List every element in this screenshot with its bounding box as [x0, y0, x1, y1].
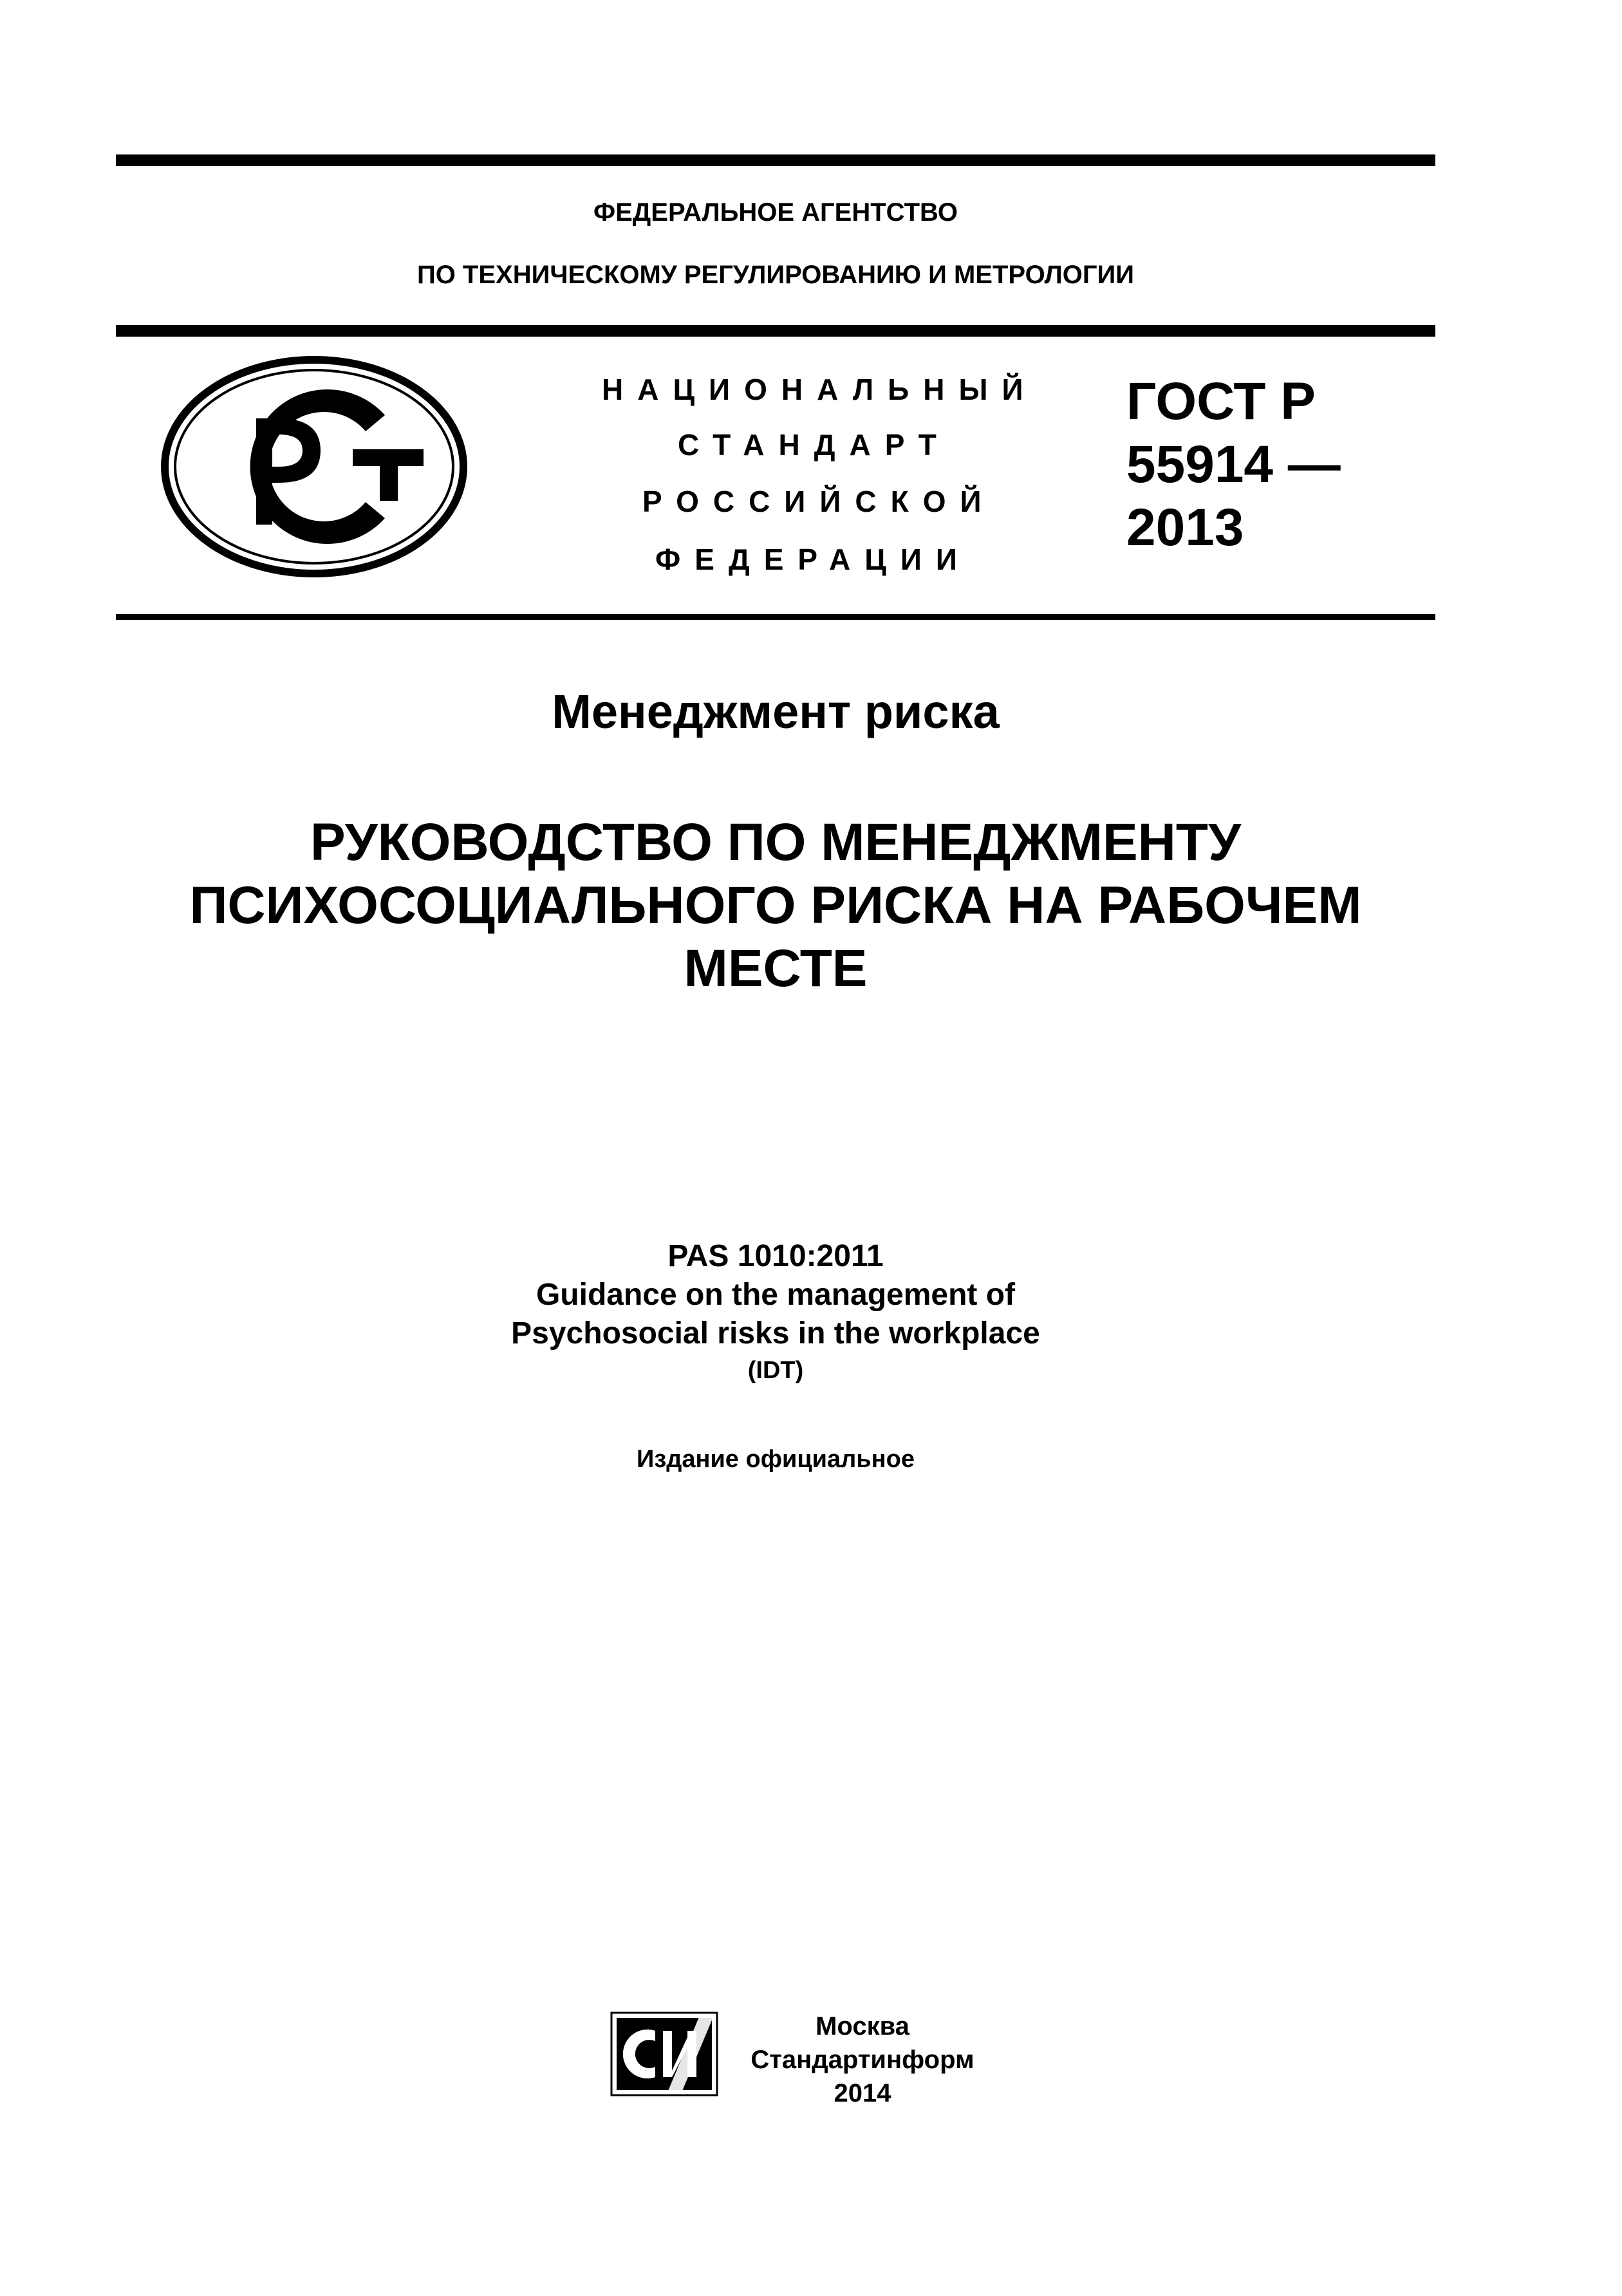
- reference-line-1: Guidance on the management of: [536, 1278, 1016, 1312]
- agency-line-1: ФЕДЕРАЛЬНОЕ АГЕНТСТВО: [593, 198, 958, 227]
- national-line-3: РОССИЙСКОЙ: [642, 485, 996, 518]
- publisher-city: Москва: [816, 2012, 909, 2040]
- document-title: [64, 811, 1487, 1000]
- gost-line-3: 2013: [1126, 498, 1244, 557]
- gost-line-2: 55914 —: [1126, 435, 1341, 494]
- standartinform-logo-icon: [610, 2011, 718, 2096]
- publisher-block: [734, 2010, 991, 2110]
- title-line-2: ПСИХОСОЦИАЛЬНОГО РИСКА НА РАБОЧЕМ: [189, 876, 1362, 935]
- publisher-year: 2014: [834, 2079, 891, 2107]
- national-line-2: СТАНДАРТ: [678, 428, 951, 462]
- gost-number: [1126, 370, 1341, 559]
- title-line-3: МЕСТЕ: [684, 939, 868, 998]
- reference-code: PAS 1010:2011: [667, 1239, 884, 1273]
- reference-line-2: Psychosocial risks in the workplace: [511, 1316, 1040, 1350]
- reference-idt: (IDT): [747, 1357, 804, 1384]
- title-line-1: РУКОВОДСТВО ПО МЕНЕДЖМЕНТУ: [310, 813, 1241, 872]
- document-subtitle: Менеджмент риска: [552, 685, 1000, 738]
- reference-block: [0, 1237, 1551, 1388]
- agency-line-2: ПО ТЕХНИЧЕСКОМУ РЕГУЛИРОВАНИЮ И МЕТРОЛОГИИ: [416, 261, 1135, 289]
- rst-logo-icon: [160, 354, 469, 579]
- national-line-4: ФЕДЕРАЦИИ: [655, 543, 971, 576]
- top-rule: [116, 154, 1435, 166]
- edition-label: Издание официальное: [637, 1446, 915, 1473]
- national-line-1: НАЦИОНАЛЬНЫЙ: [602, 373, 1038, 406]
- publisher-name: Стандартинформ: [750, 2046, 974, 2074]
- header-rule: [116, 325, 1435, 337]
- gost-line-1: ГОСТ Р: [1126, 372, 1316, 431]
- standard-rule: [116, 614, 1435, 620]
